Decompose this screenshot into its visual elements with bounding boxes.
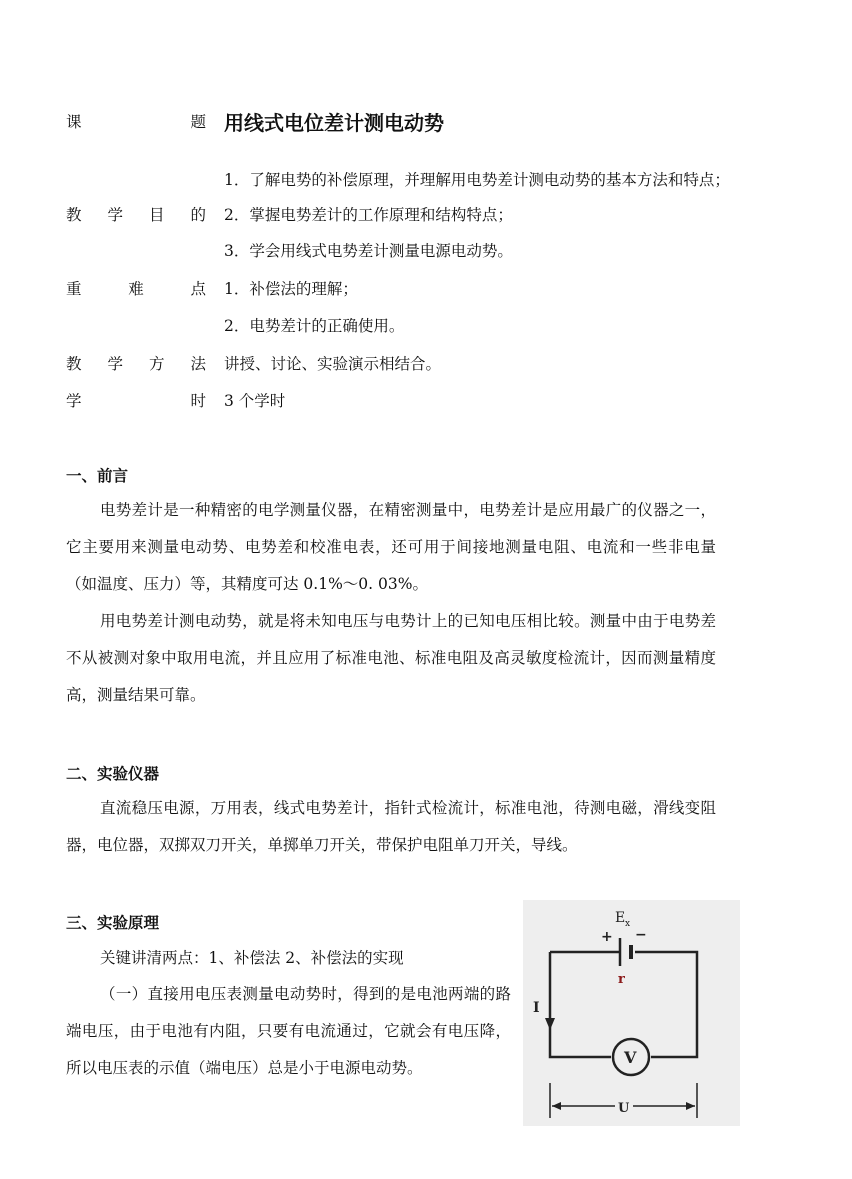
hours-text: 3 个学时 [224,392,286,410]
label-i: I [533,1000,540,1016]
circuit-wire-right [635,952,697,1057]
objective-2: 2．掌握电势差计的工作原理和结构特点； [224,206,513,224]
current-arrow [545,1018,555,1030]
label-minus: − [635,927,647,943]
keypoint-2: 2．电势差计的正确使用。 [224,317,405,335]
dimension-arrow-right [686,1102,695,1110]
method-text: 讲授、讨论、实验演示相结合。 [224,355,442,373]
circuit-figure [523,900,740,1126]
circuit-diagram [523,900,740,1126]
intro-paragraph-1: 电势差计是一种精密的电学测量仪器，在精密测量中，电势差计是应用最广的仪器之一，它主要用来测量电动势、电势差和校准电表，还可用于间接地测量电阻、电流和一些非电量（如温度、压力）等，其精度可达 0.1%～0. 03%。 [66,501,716,593]
label-r: r [618,972,625,987]
method-label: 教 学 方 法 [66,355,206,373]
objective-1: 1．了解电势的补偿原理，并理解用电势差计测电动势的基本方法和特点； [224,171,730,189]
label-e: E [615,910,626,926]
intro-paragraph-2: 用电势差计测电动势，就是将未知电压与电势计上的已知电压相比较。测量中由于电势差不从被测对象中取用电流，并且应用了标准电池、标准电阻及高灵敏度检流计，因而测量精度高，测量结果可靠。 [66,612,716,704]
circuit-wire-left [550,952,611,1057]
principle-key-points: 关键讲清两点：1、补偿法 2、补偿法的实现 [100,949,404,967]
label-e-subscript: x [625,919,631,929]
keypoint-1: 1．补偿法的理解； [224,280,358,298]
instruments-paragraph: 直流稳压电源，万用表，线式电势差计，指针式检流计，标准电池，待测电磁，滑线变阻器，电位器，双掷双刀开关，单掷单刀开关，带保护电阻单刀开关，导线。 [66,799,716,854]
hours-label: 学 时 [66,392,206,410]
dimension-arrow-left [552,1102,561,1110]
section-heading-principle: 三、实验原理 [66,914,160,932]
label-v: V [624,1048,637,1067]
topic-title: 用线式电位差计测电动势 [224,111,444,135]
section-heading-intro: 一、前言 [66,467,129,485]
section-heading-instruments: 二、实验仪器 [66,765,160,783]
topic-label: 课 题 [66,113,206,131]
objectives-label: 教 学 目 的 [66,206,206,224]
label-plus: + [601,929,613,945]
keypoints-label: 重 难 点 [66,280,206,298]
principle-paragraph-1: （一）直接用电压表测量电动势时，得到的是电池两端的路端电压，由于电池有内阻，只要有电流通过，它就会有电压降，所以电压表的示值（端电压）总是小于电源电动势。 [66,985,511,1077]
label-u: U [618,1101,630,1116]
objective-3: 3．学会用线式电势差计测量电源电动势。 [224,242,513,260]
